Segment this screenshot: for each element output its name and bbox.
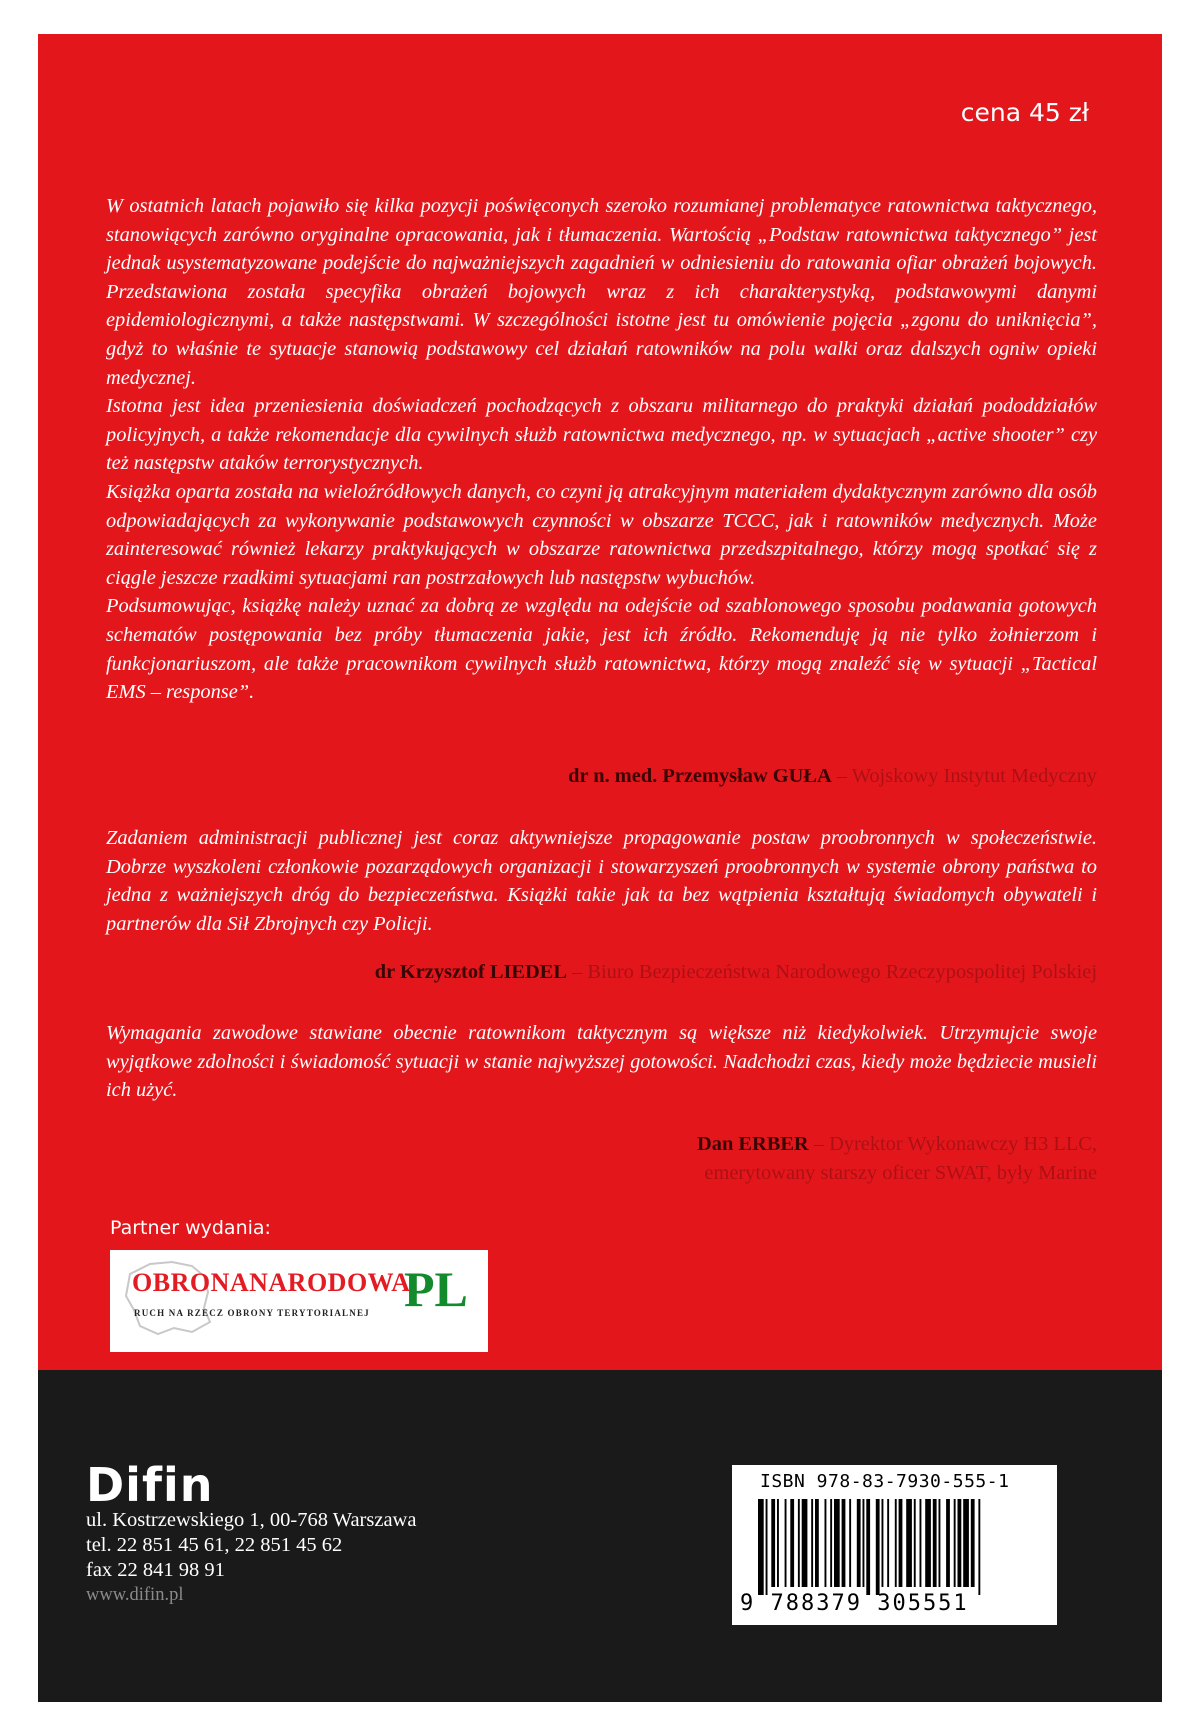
isbn-digits: 9 788379 305551 [740, 1591, 969, 1616]
barcode-bar [963, 1499, 969, 1587]
reviewer-name: dr n. med. Przemysław GUŁA [568, 765, 832, 787]
partner-logo-wordmark: OBRONANARODOWA. [132, 1268, 418, 1297]
review-signature-3 [697, 1130, 1097, 1188]
publisher-phone: tel. 22 851 45 61, 22 851 45 62 [86, 1534, 343, 1556]
blurb-paragraph: Książka oparta została na wieloźródłowych danych, co czyni ją atrakcyjnym materiałem dydaktycznym zarówno dla osób odpowiadających za wykonywanie podstawowych czynności w obszarze TCCC, jak i ratowników medycznych. Może zainteresować również lekarzy praktykujących w obszarze ratownictwa przedszpitalnego, którzy mogą spotkać się z ciągle jeszcze rzadkimi sytuacjami ran postrzałowych lub następstw wybuchów. [106, 480, 1097, 589]
barcode-bar [978, 1499, 980, 1595]
reviewer-affiliation-line-2: emerytowany starszy oficer SWAT, były Marine [704, 1162, 1097, 1184]
barcode-bar [777, 1499, 779, 1587]
barcode-bar [771, 1499, 775, 1587]
partner-logo-pl: PL [404, 1261, 468, 1317]
barcode-bar [882, 1499, 884, 1587]
barcode-bar [830, 1499, 832, 1587]
barcode-bar [895, 1499, 897, 1587]
barcode-bar [798, 1499, 800, 1587]
review-blurb-2 [106, 824, 1097, 938]
barcode-bar [939, 1499, 941, 1587]
barcode-bar [834, 1499, 840, 1587]
review-blurb-1 [106, 192, 1097, 707]
barcode-bar [802, 1499, 808, 1587]
reviewer-name: dr Krzysztof LIEDEL [374, 961, 567, 983]
barcode-bar [766, 1499, 768, 1595]
publisher-website: www.difin.pl [86, 1585, 184, 1605]
barcode-bar [958, 1499, 962, 1587]
barcode-bar [946, 1499, 950, 1587]
partner-logo-tagline: RUCH NA RZECZ OBRONY TERYTORIALNEJ [134, 1308, 370, 1318]
reviewer-affiliation: – Wojskowy Instytut Medyczny [831, 765, 1097, 787]
barcode-bar [954, 1499, 956, 1587]
reviewer-name: Dan ERBER [697, 1133, 809, 1155]
barcode-bar [899, 1499, 903, 1587]
barcode-bar [906, 1499, 912, 1587]
reviewer-affiliation: – Dyrektor Wykonawczy H3 LLC, [808, 1133, 1097, 1155]
price-label: cena 45 zł [960, 98, 1089, 127]
barcode-bar [790, 1499, 794, 1587]
blurb-paragraph: Podsumowując, książkę należy uznać za dobrą ze względu na odejście od szablonowego sposobu podawania gotowych schematów postępowania bez próby tłumaczenia jakie, jest ich źródło. Rekomenduję ją nie tylko żołnierzom i funkcjonariuszom, ale także pracownikom cywilnych służb ratownictwa, którzy mogą znaleźć się w sytuacji „Tactical EMS – response”. [106, 595, 1097, 704]
review-signature-2 [375, 958, 1097, 987]
reviewer-affiliation: – Biuro Bezpieczeństwa Narodowego Rzeczypospolitej Polskiej [566, 961, 1097, 983]
review-signature-1 [568, 762, 1097, 791]
barcode-bar [971, 1499, 975, 1587]
barcode-bar [914, 1499, 916, 1587]
barcode-bar [785, 1499, 787, 1587]
barcode-bar [842, 1499, 846, 1587]
blurb-paragraph: Wymagania zawodowe stawiane obecnie ratownikom taktycznym są większe niż kiedykolwiek. Utrzymujcie swoje wyjątkowe zdolności i świadomość sytuacji w stanie najwyższej gotowości. Nadchodzi czas, kiedy może będziecie musieli ich użyć. [106, 1022, 1097, 1102]
barcode-bar [758, 1499, 764, 1595]
barcode-bar [876, 1499, 880, 1595]
barcode-bar [863, 1499, 865, 1587]
barcode-bar [925, 1499, 931, 1587]
barcode-bar [815, 1499, 819, 1587]
publisher-address: ul. Kostrzewskiego 1, 00-768 Warszawa [86, 1509, 417, 1531]
barcode-bar [857, 1499, 861, 1587]
publisher-logo: Difin [86, 1458, 214, 1512]
barcode-bar [849, 1499, 851, 1587]
barcode-bar [811, 1499, 813, 1587]
blurb-paragraph: W ostatnich latach pojawiło się kilka pozycji poświęconych szeroko rozumianej problematyce ratownictwa taktycznego, stanowiących zarówno oryginalne opracowania, jak i tłumaczenia. Wartością „Podstaw ratownictwa taktycznego” jest jednak usystematyzowane podejście do najważniejszych zagadnień w odniesieniu do ratowania ofiar obrażeń bojowych. Przedstawiona została specyfika obrażeń bojowych wraz z ich charakterystyką, podstawowymi danymi epidemiologicznymi, a także następstwami. W szczególności istotne jest tu omówienie pojęcia „zgonu do uniknięcia”, gdyż to właśnie te sytuacje stanowią podstawowy cel działań ratowników na polu walki oraz dalszych ogniw opieki medycznej. [106, 195, 1097, 389]
blurb-paragraph: Istotna jest idea przeniesienia doświadczeń pochodzących z obszaru militarnego do praktyki działań pododdziałów policyjnych, a także rekomendacje dla cywilnych służb ratownictwa medycznego, np. w sytuacjach „active shooter” czy też następstw ataków terrorystycznych. [106, 395, 1097, 475]
barcode-bar [933, 1499, 937, 1587]
blurb-paragraph: Zadaniem administracji publicznej jest coraz aktywniejsze propagowanie postaw proobronnych w społeczeństwie. Dobrze wyszkoleni członkowie pozarządowych organizacji i stowarzyszeń proobronnych w systemie obrony państwa to jedna z ważniejszych dróg do bezpieczeństwa. Książki takie jak ta bez wątpienia kształtują świadomych obywateli i partnerów dla Sił Zbrojnych czy Policji. [106, 827, 1097, 935]
isbn-label: ISBN 978-83-7930-555-1 [760, 1471, 1010, 1492]
partner-label: Partner wydania: [110, 1217, 271, 1239]
publisher-fax: fax 22 841 98 91 [86, 1559, 225, 1581]
book-back-cover [38, 34, 1162, 1702]
partner-logo [110, 1250, 488, 1352]
barcode-bar [825, 1499, 827, 1587]
review-blurb-3 [106, 1019, 1097, 1105]
barcode-bar [866, 1499, 870, 1595]
isbn-barcode-box [732, 1465, 1057, 1625]
barcode-bar [887, 1499, 889, 1587]
barcode-bar [920, 1499, 922, 1587]
